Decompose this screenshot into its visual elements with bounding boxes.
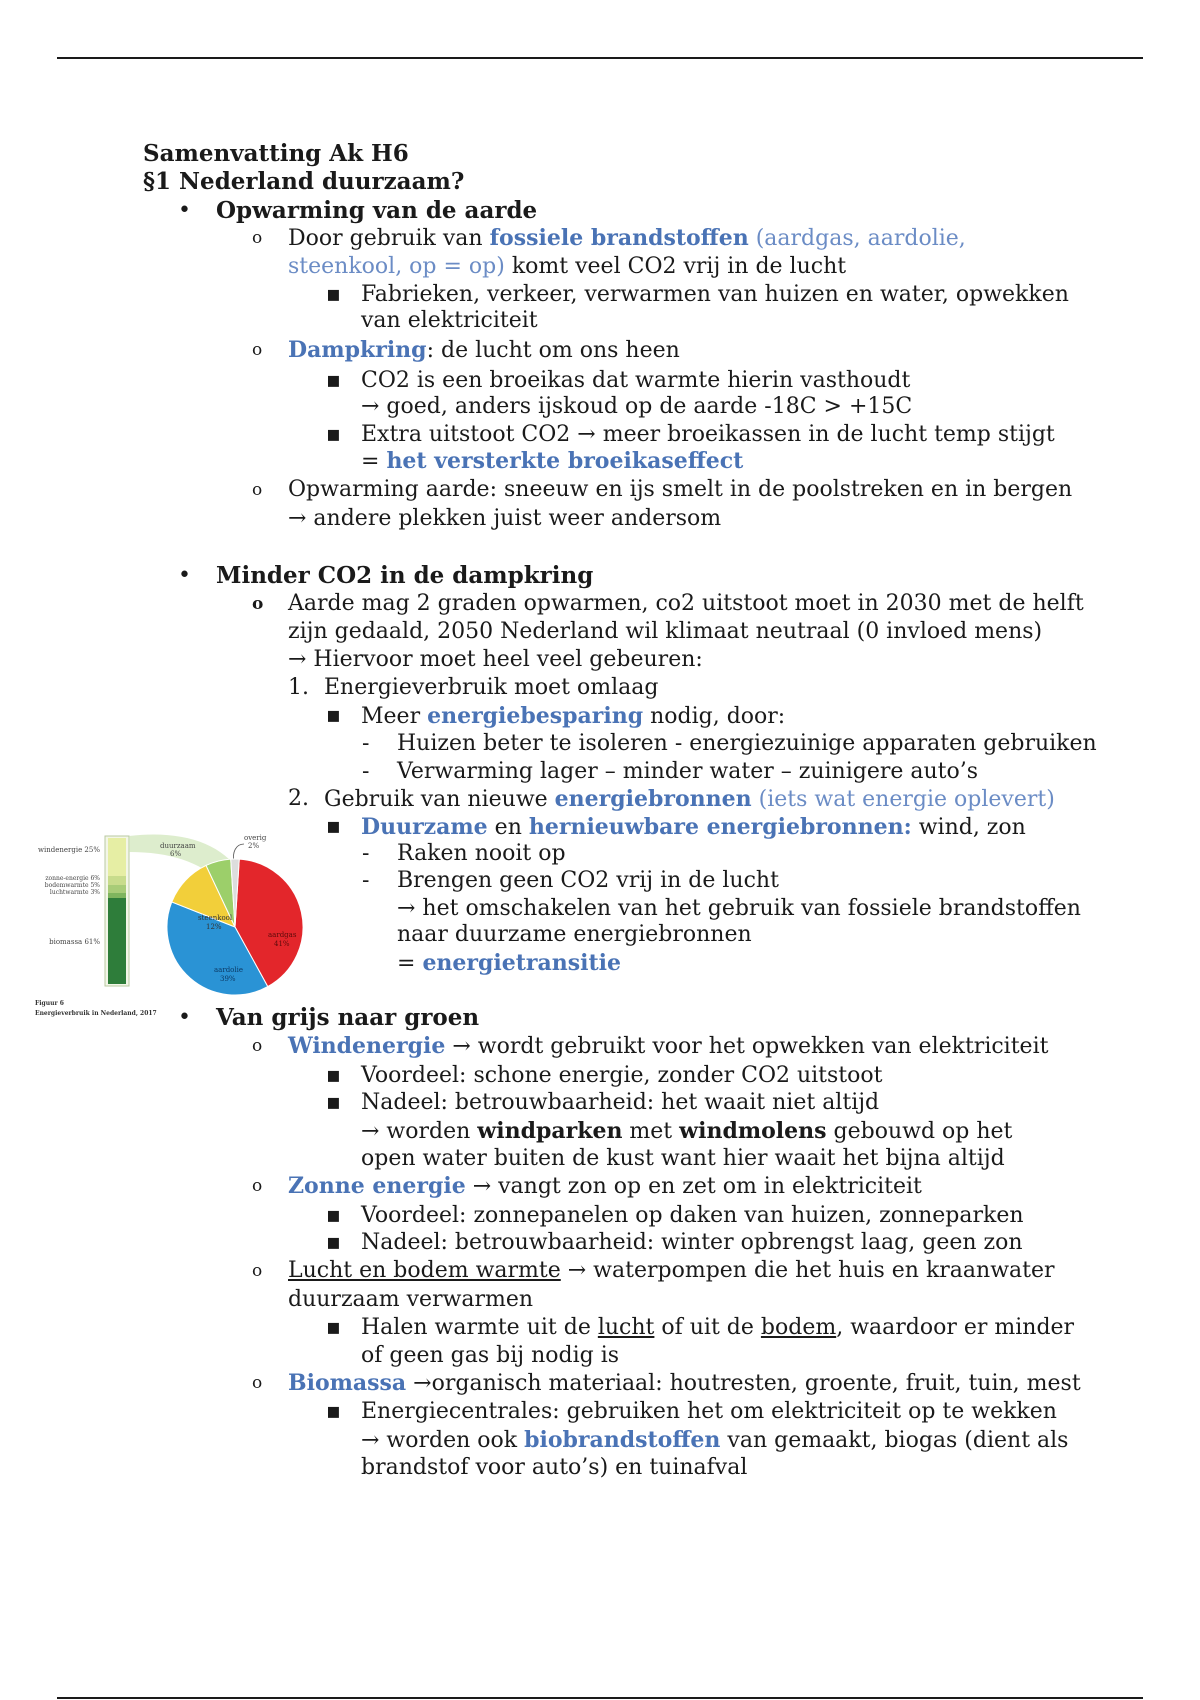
text-line: Verwarming lager – minder water – zuinigere auto’s (397, 759, 979, 784)
bar-label: biomassa 61% (49, 938, 100, 946)
text-line: Zonne energie → vangt zon op en zet om in elektriciteit (288, 1173, 922, 1199)
bullet-circle: o (252, 594, 264, 614)
text-line: Energieverbruik moet omlaag (324, 675, 659, 700)
bar-segment-windenergie (108, 838, 126, 876)
text-line: Voordeel: zonnepanelen op daken van huizen, zonneparken (361, 1203, 1024, 1228)
slice-pct-aardgas: 41% (274, 940, 290, 948)
text-line: Huizen beter te isoleren - energiezuinige apparaten gebruiken (397, 731, 1097, 756)
text-line: Dampkring: de lucht om ons heen (288, 337, 680, 363)
bullet-dash: - (362, 731, 370, 756)
bar-label: bodemwarmte 5% (44, 882, 100, 889)
text-line: → goed, anders ijskoud op de aarde -18C > +15C (361, 394, 913, 419)
text-line: Energiecentrales: gebruiken het om elektriciteit op te wekken (361, 1399, 1057, 1424)
bullet-square: ▪ (326, 1063, 341, 1088)
text-line: Extra uitstoot CO2 → meer broeikassen in de lucht temp stijgt (361, 422, 1055, 447)
bar-segment-luchtwarmte (108, 893, 126, 898)
bullet-grijs-naar-groen: Van grijs naar groen (216, 1004, 480, 1031)
text-line: zijn gedaald, 2050 Nederland wil klimaat neutraal (0 invloed mens) (288, 619, 1043, 644)
bullet-disc: • (178, 563, 191, 588)
bullet-square: ▪ (326, 1203, 341, 1228)
text-line: Fabrieken, verkeer, verwarmen van huizen en water, opwekken (361, 282, 1069, 307)
bullet-dash: - (362, 868, 370, 893)
text-line: Halen warmte uit de lucht of uit de bodem, waardoor er minder (361, 1315, 1075, 1340)
text-line: Brengen geen CO2 vrij in de lucht (397, 868, 779, 893)
text-line: steenkool, op = op) komt veel CO2 vrij in de lucht (288, 254, 847, 279)
bar-segment-bodemwarmte (108, 885, 126, 893)
text-line: Voordeel: schone energie, zonder CO2 uitstoot (361, 1063, 883, 1088)
text-line: duurzaam verwarmen (288, 1287, 534, 1312)
bullet-square: ▪ (326, 703, 341, 728)
callout-duurzaam-pct: 6% (170, 850, 182, 858)
document-title: Samenvatting Ak H6 (143, 140, 409, 167)
text-line: Nadeel: betrouwbaarheid: het waait niet altijd (361, 1090, 880, 1115)
bullet-square: ▪ (326, 1399, 341, 1424)
text-line: Nadeel: betrouwbaarheid: winter opbrengst laag, geen zon (361, 1230, 1023, 1255)
bullet-square: ▪ (326, 1315, 341, 1340)
bullet-square: ▪ (326, 368, 341, 393)
bullet-circle: o (252, 480, 263, 500)
callout-overig-pct: 2% (248, 842, 260, 850)
section-heading: §1 Nederland duurzaam? (143, 168, 465, 195)
text-line: CO2 is een broeikas dat warmte hierin vasthoudt (361, 368, 911, 393)
slice-label-steenkool: steenkool (198, 914, 233, 922)
text-line: brandstof voor auto’s) en tuinafval (361, 1455, 748, 1480)
text-line: → Hiervoor moet heel veel gebeuren: (288, 647, 703, 672)
text-line: Aarde mag 2 graden opwarmen, co2 uitstoot moet in 2030 met de helft (288, 591, 1084, 616)
text-line: → worden ook biobrandstoffen van gemaakt, biogas (dient als (361, 1427, 1069, 1453)
text-line: Lucht en bodem warmte → waterpompen die het huis en kraanwater (288, 1258, 1055, 1283)
text-line: Gebruik van nieuwe energiebronnen (iets wat energie oplevert) (324, 786, 1055, 812)
bullet-square: ▪ (326, 1230, 341, 1255)
bullet-opwarming: Opwarming van de aarde (216, 197, 538, 224)
text-line: Door gebruik van fossiele brandstoffen (aardgas, aardolie, (288, 225, 966, 251)
bullet-circle: o (252, 340, 263, 360)
bullet-circle: o (252, 228, 263, 248)
text-line: = energietransitie (397, 950, 622, 976)
list-number: 1. (288, 675, 309, 700)
text-line: → worden windparken met windmolens gebouwd op het (361, 1118, 1013, 1144)
bullet-circle: o (252, 1373, 263, 1393)
text-line: → andere plekken juist weer andersom (288, 506, 722, 531)
energy-chart-figure (30, 822, 330, 1022)
bullet-circle: o (252, 1261, 263, 1281)
bullet-square: ▪ (326, 814, 341, 839)
text-line: Raken nooit op (397, 841, 566, 866)
callout-duurzaam: duurzaam (160, 842, 196, 850)
slice-label-aardolie: aardolie (214, 966, 244, 974)
text-line: van elektriciteit (361, 308, 538, 333)
bullet-circle: o (252, 1176, 263, 1196)
text-line: open water buiten de kust want hier waait het bijna altijd (361, 1146, 1005, 1171)
text-line: Opwarming aarde: sneeuw en ijs smelt in de poolstreken en in bergen (288, 477, 1073, 502)
text-line: = het versterkte broeikaseffect (361, 448, 744, 474)
bullet-square: ▪ (326, 282, 341, 307)
text-line: Biomassa →organisch materiaal: houtresten, groente, fruit, tuin, mest (288, 1370, 1081, 1396)
text-line: of geen gas bij nodig is (361, 1343, 620, 1368)
text-line: naar duurzame energiebronnen (397, 922, 752, 947)
bar-segment-biomassa (108, 898, 126, 984)
bullet-minder-co2: Minder CO2 in de dampkring (216, 562, 594, 589)
bullet-disc: • (178, 198, 191, 223)
slice-pct-steenkool: 12% (206, 923, 222, 931)
text-line: Duurzame en hernieuwbare energiebronnen: wind, zon (361, 814, 1026, 840)
figure-caption-label: Figuur 6 (35, 1000, 64, 1007)
bar-label: zonne-energie 6% (45, 875, 100, 882)
figure-caption-title: Energieverbruik in Nederland, 2017 (35, 1010, 157, 1017)
energy-pie-chart (30, 822, 330, 1022)
bullet-dash: - (362, 759, 370, 784)
slice-pct-aardolie: 39% (220, 975, 236, 983)
bar-label: luchtwarmte 3% (49, 889, 100, 896)
bullet-square: ▪ (326, 1090, 341, 1115)
text-line: → het omschakelen van het gebruik van fossiele brandstoffen (397, 896, 1081, 921)
bullet-circle: o (252, 1036, 263, 1056)
bullet-dash: - (362, 841, 370, 866)
bullet-square: ▪ (326, 422, 341, 447)
slice-label-aardgas: aardgas (268, 931, 297, 939)
callout-overig: overig (244, 834, 267, 842)
list-number: 2. (288, 786, 309, 811)
bullet-disc: • (178, 1005, 191, 1030)
text-line: Windenergie → wordt gebruikt voor het opwekken van elektriciteit (288, 1033, 1049, 1059)
text-line: Meer energiebesparing nodig, door: (361, 703, 786, 729)
bar-label: windenergie 25% (37, 846, 100, 854)
bar-segment-zonne-energie (108, 876, 126, 885)
